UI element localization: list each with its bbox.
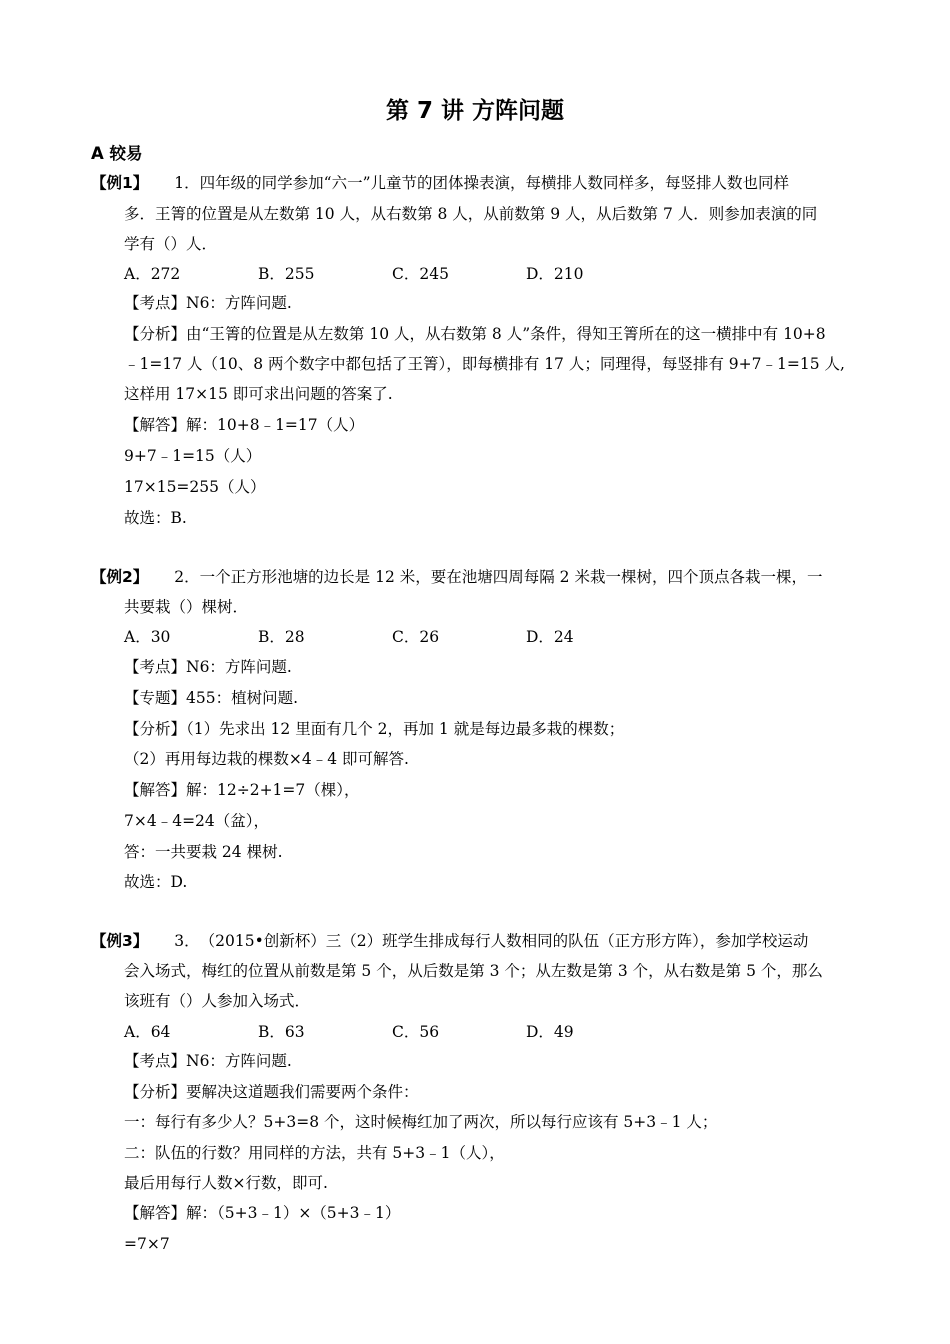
example-3-question-line-2: 会入场式，梅红的位置从前数是第 5 个，从后数是第 3 个；从左数是第 3 个，从右数是第 5 个，那么 xyxy=(124,962,823,980)
example-2-solution-2: 7×4﹣4=24（盆）， xyxy=(124,812,270,830)
example-1-solution-3: 17×15=255（人） xyxy=(124,478,266,496)
example-2-kaodian: 【考点】N6：方阵问题. xyxy=(124,658,292,676)
example-2-solution-3: 答：一共要栽 24 棵树. xyxy=(124,843,283,861)
example-2-question-line-1 xyxy=(91,566,822,588)
example-3-analysis-2: 一：每行有多少人？5+3=8 个，这时候梅红加了两次，所以每行应该有 5+3﹣1 人； xyxy=(124,1113,718,1131)
example-3-analysis-3: 二：队伍的行数？用同样的方法，共有 5+3﹣1（人）， xyxy=(124,1144,505,1162)
example-1-question-line-3: 学有（）人． xyxy=(124,235,218,253)
example-2-option-b: B．28 xyxy=(258,628,305,646)
example-2-answer: 故选：D. xyxy=(124,873,188,891)
example-1-question-line-2: 多．王箐的位置是从左数第 10 人，从右数第 8 人，从前数第 9 人，从后数第 7 人．则参加表演的同 xyxy=(124,205,818,223)
section-heading: A 较易 xyxy=(91,144,143,163)
example-2-question-line-2: 共要栽（）棵树． xyxy=(124,598,249,616)
example-2-analysis-1: 【分析】（1）先求出 12 里面有几个 2，再加 1 就是每边最多栽的棵数； xyxy=(124,720,625,738)
example-1-option-a: A．272 xyxy=(124,265,181,283)
example-3-label: 【例3】 xyxy=(91,932,149,950)
example-2-question-text-1: 一个正方形池塘的边长是 12 米，要在池塘四周每隔 2 米栽一棵树，四个顶点各栽一棵，一 xyxy=(199,568,823,586)
example-3-option-d: D．49 xyxy=(526,1023,574,1041)
example-1-solution-2: 9+7﹣1=15（人） xyxy=(124,447,262,465)
example-1-analysis-2: ﹣1=17 人（10、8 两个数字中都包括了王箐），即每横排有 17 人；同理得，每竖排有 9+7﹣1=15 人, xyxy=(124,355,845,373)
example-2-analysis-2: （2）再用每边栽的棵数×4﹣4 即可解答. xyxy=(124,750,409,768)
page-title: 第 7 讲 方阵问题 xyxy=(385,98,565,124)
example-1-question-line-1 xyxy=(91,172,789,194)
example-1-analysis-3: 这样用 17×15 即可求出问题的答案了. xyxy=(124,385,393,403)
example-3-question-line-3: 该班有（）人参加入场式． xyxy=(124,992,311,1010)
example-3-solution-2: =7×7 xyxy=(124,1235,170,1253)
example-3-option-a: A．64 xyxy=(124,1023,171,1041)
example-3-question-text-1: （2015•创新杯）三（2）班学生排成每行人数相同的队伍（正方形方阵），参加学校运动 xyxy=(199,932,809,950)
example-2-topic: 【专题】455：植树问题. xyxy=(124,689,299,707)
example-1-label: 【例1】 xyxy=(91,174,149,192)
example-3-solution-1: 【解答】解：（5+3﹣1）×（5+3﹣1） xyxy=(124,1204,401,1222)
example-2-label: 【例2】 xyxy=(91,568,149,586)
example-1-option-d: D．210 xyxy=(526,265,584,283)
example-3-question-line-1 xyxy=(91,930,808,952)
example-2-option-d: D．24 xyxy=(526,628,574,646)
example-3-option-c: C．56 xyxy=(392,1023,440,1041)
example-1-analysis-1: 【分析】由“王箐的位置是从左数第 10 人，从右数第 8 人”条件，得知王箐所在的这一横排中有 10+8 xyxy=(124,325,826,343)
example-2-option-c: C．26 xyxy=(392,628,440,646)
example-2-option-a: A．30 xyxy=(124,628,171,646)
example-2-solution-1: 【解答】解：12÷2+1=7（棵）， xyxy=(124,781,360,799)
example-3-number: 3． xyxy=(174,932,200,950)
example-1-answer: 故选：B. xyxy=(124,509,187,527)
example-1-option-b: B．255 xyxy=(258,265,315,283)
example-1-solution-1: 【解答】解：10+8﹣1=17（人） xyxy=(124,416,365,434)
example-2-number: 2． xyxy=(174,568,200,586)
example-1-kaodian: 【考点】N6：方阵问题. xyxy=(124,294,292,312)
example-1-number: 1． xyxy=(174,174,200,192)
example-3-option-b: B．63 xyxy=(258,1023,305,1041)
example-1-option-c: C．245 xyxy=(392,265,449,283)
example-3-analysis-1: 【分析】要解决这道题我们需要两个条件： xyxy=(124,1083,419,1101)
example-3-analysis-4: 最后用每行人数×行数，即可. xyxy=(124,1174,328,1192)
example-1-question-text-1: 四年级的同学参加“六一”儿童节的团体操表演，每横排人数同样多，每竖排人数也同样 xyxy=(199,174,790,192)
example-3-kaodian: 【考点】N6：方阵问题. xyxy=(124,1052,292,1070)
